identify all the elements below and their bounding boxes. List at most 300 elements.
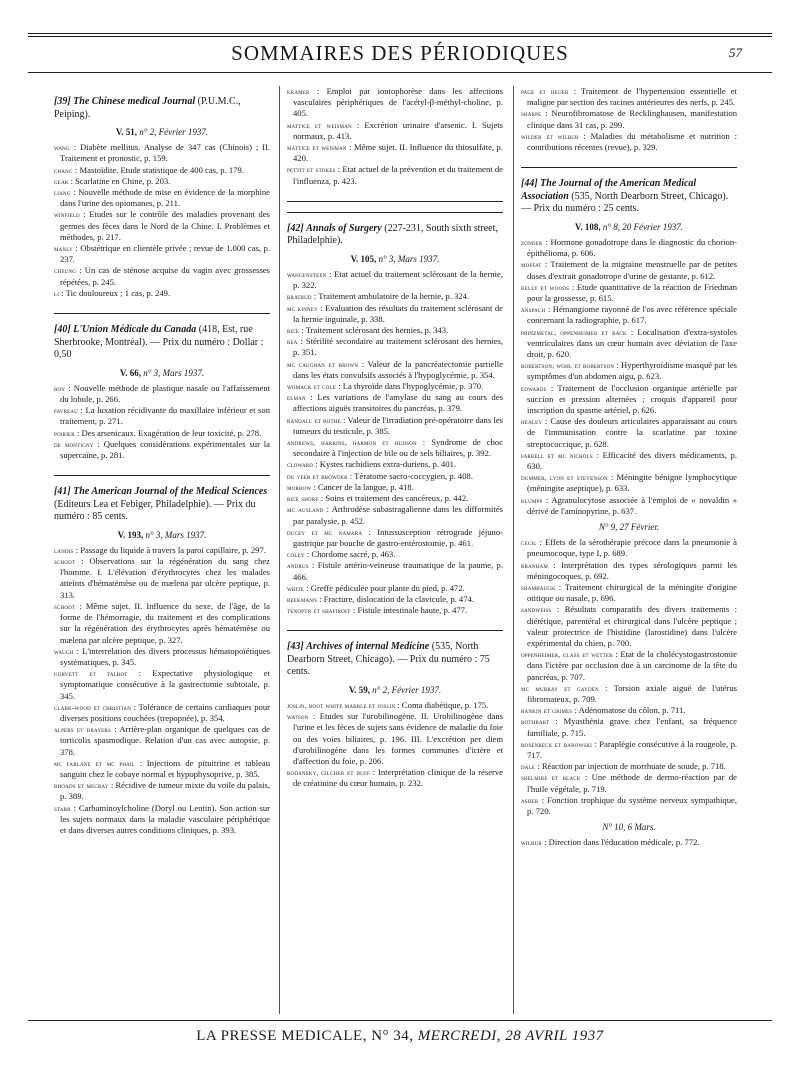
entry-authors: pettit et stokes	[287, 165, 336, 175]
entry-authors: zondek	[521, 237, 543, 247]
entry-text: : Localisation d'extra-systoles ventriculaires dans un cœur humain avec déviation de l'axe droit, p. 620.	[527, 326, 737, 359]
entry-text: : Traitement de la migraine menstruelle par de petites doses d'extrait gonadotrope d'urine de gestante, p. 612.	[527, 259, 737, 281]
entry-list	[287, 700, 503, 790]
abstract-entry	[287, 164, 503, 186]
entry-text: : Les variations de l'amylase du sang au cours des affections aiguës transitoires du pancréas, p. 379.	[293, 392, 503, 414]
entry-text: : Soins et traitement des cancéreux, p. 442.	[318, 493, 469, 504]
abstract-entry	[521, 416, 737, 450]
journal-info: (Editeurs Lea et Febiger, Philadelphie). — Prix du numéro : 85 cents.	[54, 498, 256, 523]
entry-authors: coley	[287, 550, 305, 560]
entry-text: : Carbaminoylcholine (Doryl ou Lentin). Son action sur les sujets normaux dans la maladie vasculaire périphérique et dans diverses autres conditions cliniques, p. 393.	[60, 802, 270, 835]
entry-authors: wang	[54, 143, 70, 153]
abstract-entry	[54, 545, 270, 556]
entry-text: : Traitement chirurgical de la méningite d'origine otitique ou nasale, p. 696.	[527, 582, 737, 604]
abstract-entry	[287, 583, 503, 594]
entry-authors: page et heuer	[521, 87, 569, 96]
abstract-entry	[287, 359, 503, 381]
entry-authors: oppenheimer, glass et wetter	[521, 650, 613, 660]
issue-line: N° 10, 6 Mars.	[602, 822, 656, 833]
top-rule	[28, 33, 772, 34]
entry-text: : Même sujet. II. Influence du thiosulfate, p. 420.	[293, 142, 503, 164]
entry-authors: mc murray et gayden	[521, 683, 599, 693]
abstract-entry	[54, 601, 270, 646]
entry-text: : Diabète mellitus. Analyse de 347 cas (Chinois) ; II. Traitement et pronostic, p. 159.	[60, 142, 270, 164]
abstract-entry	[54, 758, 270, 780]
entry-authors: rothbart	[521, 717, 550, 727]
entry-authors: gear	[54, 176, 69, 186]
entry-text: : Stérilité secondaire au traitement sclérosant des hernies, p. 351.	[293, 336, 503, 358]
entry-text: : Obstétrique en clientèle privée ; revue de 1.000 cas, p. 237.	[60, 243, 270, 265]
abstract-entry	[287, 459, 503, 470]
page-header	[28, 39, 772, 67]
entry-authors: randall et bothe	[287, 415, 341, 425]
abstract-entry	[287, 504, 503, 526]
entry-text: : Etudes sur l'urobilinogène. II. Urobilinogène dans l'urine et les fèces de sujets sans évidence de maladie du foie ou des voies biliaires, p. 196. III. L'excrétion per diem d'urobilinogène dans les formes communes d'ictère et d'affection du foie, p. 206.	[293, 711, 503, 767]
entry-text: : Tolérance de certains cardiaques pour diverses positions couchées (trepopnée), p. 354.	[60, 701, 270, 723]
abstract-entry	[287, 303, 503, 325]
abstract-entry	[287, 325, 503, 336]
footer-date: MERCREDI, 28 AVRIL 1937	[417, 1028, 604, 1044]
entry-text: : Fonction trophique du système nerveux sympathique, p. 720.	[527, 794, 737, 817]
entry-authors: wangensteen	[287, 270, 327, 280]
entry-authors: morrow	[287, 482, 312, 492]
abstract-entry	[54, 265, 270, 287]
abstract-entry	[54, 556, 270, 601]
entry-text: : Interprétation des types sérologiques parmi les méningocoques, p. 692.	[527, 559, 737, 581]
abstract-entry	[521, 108, 737, 130]
journal-info: (535, North Dearborn Street, Chicago). — Prix du numéro : 25 cents.	[521, 190, 729, 215]
section-heading	[287, 223, 503, 248]
entry-authors: winfield	[54, 210, 80, 220]
section-separator	[521, 167, 737, 168]
abstract-entry	[287, 527, 503, 549]
abstract-entry	[287, 120, 503, 142]
entry-authors: rea	[287, 337, 298, 347]
entry-authors: ducey et mc namara	[287, 527, 363, 537]
entry-authors: anspach	[521, 305, 546, 315]
issue-line	[521, 222, 737, 233]
abstract-entry	[287, 767, 503, 789]
abstract-entry	[287, 493, 503, 504]
issue-volume: V. 108,	[575, 221, 601, 232]
abstract-entry	[287, 336, 503, 358]
issue-volume: V. 66,	[119, 367, 141, 378]
entry-authors: kramer	[287, 87, 310, 96]
abstract-entry	[521, 304, 737, 326]
issue-date: n° 2, Février 1937.	[137, 127, 209, 137]
entry-text: : Emploi par iontophorèse dans les affections vasculaires périphériques de l'acétyl-β-méthyl-choline, p. 405.	[293, 86, 503, 119]
entry-list	[521, 837, 737, 848]
section-separator	[54, 475, 270, 476]
entry-text: : Etude quantitative de la réaction de Friedman pour la grossesse, p. 615.	[527, 281, 737, 303]
journal-name: Archives of internal Medicine	[306, 641, 430, 653]
section-separator	[287, 212, 503, 213]
entry-authors: rice shore	[287, 494, 319, 504]
entry-text: : Hémangiome rayonné de l'os avec référence spéciale concernant la radiographie, p. 617.	[527, 304, 737, 326]
entry-authors: andrews, harkins, harmon et hudson	[287, 438, 417, 448]
column-right	[521, 86, 737, 1011]
journal-info: (P.U.M.C., Peiping).	[54, 96, 241, 120]
entry-text: : Quelques considérations expérimentales sur la supercaïne, p. 281.	[60, 438, 270, 460]
abstract-entry	[521, 259, 737, 281]
entry-authors: schodt	[54, 557, 76, 567]
abstract-entry	[54, 428, 270, 439]
entry-text: : Greffe pédiculée pour plante du pied, p. 472.	[304, 582, 465, 593]
abstract-entry	[521, 705, 737, 716]
entry-authors: landis	[54, 545, 74, 555]
entry-authors: schodt	[54, 601, 76, 611]
section-heading	[287, 641, 503, 679]
abstract-entry	[521, 282, 737, 304]
abstract-entry	[287, 594, 503, 605]
section-number: [42]	[287, 222, 304, 234]
section-separator	[287, 630, 503, 631]
entry-list-continued	[521, 86, 737, 153]
entry-text: : Nouvelle méthode de plastique nasale ou l'affaissement du lobule, p. 266.	[60, 382, 270, 404]
entry-text: : Evaluation des résultats du traitement sclérosant de la hernie inguinale, p. 338.	[293, 302, 503, 324]
abstract-entry	[54, 288, 270, 299]
entry-text: : Agranulocytose associée à l'emploi de « novaldin » dérivé de l'aminopyrine, p. 637.	[527, 494, 737, 516]
entry-authors: manly	[54, 244, 73, 254]
entry-authors: white	[287, 583, 305, 593]
entry-authors: liang	[54, 188, 71, 198]
issue-volume: V. 59,	[348, 684, 370, 695]
footer-publication: LA PRESSE MEDICALE, N° 34,	[196, 1028, 418, 1044]
entry-authors: mattice et weisman	[287, 120, 352, 130]
entry-text: : Scarlatine en Chine, p. 203.	[68, 175, 171, 186]
entry-authors: klumpp	[521, 495, 543, 505]
entry-authors: dummer, lyon et stevenson	[521, 473, 608, 483]
entry-text: : Kystes rachidiens extra-duriens, p. 401.	[313, 459, 457, 470]
entry-authors: shambaugh	[521, 583, 556, 593]
abstract-entry	[521, 86, 737, 108]
journal-info: (418, Est, rue Sherbrooke, Montréal). — Prix du numéro : Dollar : 0,50	[54, 324, 264, 361]
entry-text: : Une méthode de dermo-réaction par de l'huile végétale, p. 719.	[527, 772, 737, 794]
issue-volume: V. 105,	[350, 253, 377, 264]
issue-line	[54, 368, 270, 379]
entry-authors: andrus	[287, 561, 309, 571]
abstract-entry	[287, 381, 503, 392]
entry-text: : Mastoïdite. Etude statistique de 400 cas, p. 179.	[72, 164, 244, 175]
section-separator	[54, 313, 270, 314]
entry-authors: beekmann	[287, 594, 317, 604]
abstract-entry	[521, 360, 737, 382]
issue-line: N° 9, 27 Février.	[598, 522, 660, 532]
entry-authors: rhoads et mecray	[54, 781, 109, 791]
section-number: [43]	[287, 641, 304, 653]
entry-authors: mc farlane et mc phail	[54, 758, 136, 768]
section-separator	[287, 201, 503, 202]
entry-authors: cecil	[521, 538, 537, 548]
abstract-entry	[287, 415, 503, 437]
abstract-entry	[54, 646, 270, 668]
abstract-entry	[521, 716, 737, 738]
entry-text: : Coma diabétique, p. 175.	[395, 700, 489, 711]
entry-authors: prinzmetal, oppenheimer et back	[521, 327, 627, 337]
abstract-entry	[54, 165, 270, 176]
entry-text: : Etudes sur le contrôle des maladies provenant des germes des fèces dans le Nord de la Chine. I. Problèmes et méthodes, p. 217.	[60, 209, 270, 242]
entry-text: : La luxation récidivante du maxillaire inférieur et son traitement, p. 271.	[60, 405, 270, 427]
abstract-entry	[54, 780, 270, 802]
entry-authors: elman	[287, 393, 306, 403]
section-39	[54, 96, 270, 299]
abstract-entry	[287, 291, 503, 302]
abstract-entry	[521, 649, 737, 683]
entry-authors: roy	[54, 383, 66, 393]
entry-authors: tenopyr et shafiroff	[287, 606, 351, 616]
column-divider	[279, 86, 280, 1014]
issue-volume: V. 193,	[117, 529, 144, 540]
journal-name: The Journal of the American Medical Association	[521, 178, 697, 202]
abstract-entry	[521, 237, 737, 259]
abstract-entry	[521, 537, 737, 559]
entry-text: : Traitement ambulatoire de la hernie, p. 324.	[311, 291, 470, 302]
entry-list	[521, 537, 737, 817]
entry-list	[54, 142, 270, 299]
entry-authors: dale	[521, 762, 536, 772]
column-divider	[513, 86, 514, 1014]
entry-authors: kelly et woods	[521, 282, 570, 292]
entry-text: : Réaction par injection de morrhuate de soude, p. 718.	[535, 761, 726, 772]
issue-date: n° 3, Mars 1937.	[376, 253, 440, 264]
entry-text: : Arrière-plan organique de quelques cas de torticolis spasmodique. Relation d'un cas avec autopsie, p. 378.	[60, 724, 270, 757]
entry-text: : Efficacité des divers médicaments, p. 630.	[527, 449, 737, 471]
entry-authors: mc kinney	[287, 303, 318, 313]
entry-text: : Maladies du métabolisme et nutrition : contributions récentes (revue), p. 329.	[527, 130, 737, 153]
column-left	[54, 86, 270, 1011]
entry-authors: farrell et mc nichols	[521, 450, 593, 460]
abstract-entry	[521, 495, 737, 517]
entry-text: : Adénomatose du côlon, p. 711.	[572, 705, 686, 716]
issue-line	[54, 127, 270, 138]
entry-authors: mc ausland	[287, 505, 324, 515]
entry-text: : Paraplégie consécutive à la rougeole, p. 717.	[527, 738, 737, 761]
abstract-entry	[54, 405, 270, 427]
entry-text: : Excrétion urinaire d'arsenic. I. Sujets normaux, p. 413.	[293, 119, 503, 141]
abstract-entry	[287, 269, 503, 291]
entry-authors: branham	[521, 560, 548, 570]
entry-text: : Des arsenicaux. Exagération de leur toxicité, p. 278.	[74, 427, 262, 438]
entry-authors: joslin, root white marble et joslin	[287, 701, 396, 711]
issue-line	[54, 530, 270, 541]
entry-authors: mc caughan et brown	[287, 359, 359, 369]
entry-text: : Traitement sclérosant des hernies, p. 343.	[299, 325, 449, 336]
entry-list-continued	[287, 86, 503, 187]
entry-list	[54, 383, 270, 461]
entry-authors: cheung	[54, 266, 77, 276]
entry-authors: starr	[54, 803, 71, 813]
abstract-entry	[521, 383, 737, 417]
journal-info: (227-231, South sixth street, Philadelphie).	[287, 222, 498, 247]
entry-authors: poirier	[54, 428, 75, 438]
abstract-entry	[287, 392, 503, 414]
abstract-entry	[521, 131, 737, 153]
entry-text: : Effets de la sérothérapie précoce dans la pneumonie à pneumocoque, type I, p. 689.	[527, 537, 737, 559]
abstract-entry	[521, 739, 737, 761]
issue-date: n° 2, Février 1937.	[370, 684, 442, 695]
entry-text: : Intussusception rétrograde jéjuno-gastrique par bouche de gastro-entérostomie, p. 461.	[293, 526, 503, 548]
entry-list	[287, 269, 503, 616]
entry-text: : Valeur de la pancréatectomie partielle dans les états convulsifs associés à l'hypoglycémie, p. 354.	[293, 358, 503, 380]
section-heading	[54, 324, 270, 362]
journal-info: (535, North Dearborn Street, Chicago). — Prix du numéro : 75 cents.	[287, 641, 490, 678]
abstract-entry	[287, 437, 503, 459]
abstract-entry	[287, 471, 503, 482]
entry-authors: healey	[521, 417, 543, 427]
section-42	[287, 223, 503, 617]
entry-authors: du veer et browder	[287, 471, 348, 481]
entry-text: : Etat actuel de la prévention et du traitement de l'influenza, p. 423.	[293, 164, 503, 186]
abstract-entry	[521, 795, 737, 817]
column-middle	[287, 86, 503, 1011]
abstract-entry	[54, 668, 270, 702]
entry-text: : Hyperthyroïdisme masqué par les symptômes d'un abdomen aigu, p. 623.	[527, 360, 737, 382]
entry-authors: edwards	[521, 383, 547, 393]
entry-authors: waugh	[54, 646, 74, 656]
abstract-entry	[54, 702, 270, 724]
entry-authors: womack et cole	[287, 382, 337, 392]
section-heading	[54, 96, 270, 121]
page-footer	[28, 1028, 772, 1045]
entry-text: : Passage du liquide à travers la paroi capillaire, p. 297.	[73, 544, 266, 555]
entry-text: : Nouvelle méthode de mise en évidence de la morphine dans l'urine des opiomanes, p. 211.	[60, 187, 270, 209]
entry-text: : Fistule artério-veineuse traumatique de la paume, p. 466.	[293, 560, 503, 582]
entry-text: : Observations sur la régénération du sang chez l'homme. I. L'élévation d'érythrocytes chez les malades atteints d'hématémèse ou de mælena par ulcère peptique, p. 313.	[60, 556, 270, 600]
entry-text: : Fracture, dislocation de la clavicule, p. 474.	[316, 593, 474, 604]
section-number: [41]	[54, 486, 71, 498]
entry-text: : Tic douloureux ; 1 cas, p. 249.	[59, 287, 171, 298]
entry-text: : Chordome sacré, p. 463.	[304, 549, 396, 560]
section-40	[54, 324, 270, 461]
section-44	[521, 178, 737, 848]
section-heading	[521, 178, 737, 216]
abstract-entry	[287, 711, 503, 767]
section-number: [44]	[521, 178, 538, 190]
abstract-entry	[287, 86, 503, 120]
entry-authors: robertson, wohl et robertson	[521, 361, 615, 371]
issue-volume: V. 51,	[115, 127, 137, 137]
abstract-entry	[521, 683, 737, 705]
abstract-entry	[287, 142, 503, 164]
entry-authors: sandweiss	[521, 605, 552, 615]
header-rule	[28, 72, 772, 73]
section-heading	[54, 486, 270, 524]
abstract-entry	[521, 761, 737, 772]
entry-text: : Un cas de sténose acquise du vagin avec grossesses répétées, p. 245.	[60, 265, 270, 287]
entry-text: : Valeur de l'irradiation pré-opératoire dans les tumeurs du testicule, p. 385.	[293, 414, 503, 436]
entry-text: : Expectative physiologique et symptomatique consécutive à la gastrectomie subtotale, p. 345.	[60, 668, 270, 701]
entry-text: : Syndrome de choc secondaire à l'injection de bile ou de sels biliaires, p. 392.	[293, 437, 503, 459]
entry-list	[521, 237, 737, 517]
entry-text: : L'interrelation des divers processus hématopoïétiques systématiques, p. 345.	[60, 645, 270, 667]
entry-authors: watson	[287, 712, 309, 722]
entry-authors: asher	[521, 795, 539, 805]
abstract-entry	[54, 724, 270, 758]
abstract-entry	[54, 187, 270, 209]
entry-text: : Injections de pituitrine et tableau sanguin chez le cobaye normal et hypophysoprive, p. 385.	[60, 757, 270, 779]
abstract-entry	[54, 383, 270, 405]
entry-text: : Traitement de l'hypertension essentielle et maligne par section des racines antérieures des nerfs, p. 245.	[527, 86, 737, 108]
abstract-entry	[521, 772, 737, 794]
entry-authors: li	[54, 288, 60, 298]
issue-line	[287, 685, 503, 696]
entry-text: : Etat actuel du traitement sclérosant de la hernie, p. 322.	[293, 269, 503, 291]
entry-text: : Hormone gonadotrope dans le diagnostic du chorion-épithélioma, p. 606.	[527, 236, 737, 259]
issue-date: n° 3, Mars 1937.	[140, 367, 205, 378]
entry-authors: cloward	[287, 460, 314, 470]
abstract-entry	[287, 605, 503, 616]
entry-text: : Arthrodèse subastragalienne dans les difformités par paralysie, p. 452.	[293, 504, 503, 526]
abstract-entry	[521, 560, 737, 582]
issue-date: n° 3, Mars 1937.	[143, 529, 207, 540]
abstract-entry	[521, 472, 737, 494]
page-number: 57	[729, 45, 742, 60]
entry-text: : Résultats comparatifs des divers traitements : diététique, parentéral et chirurgical dans l'ulcère peptique ; valeur protectrice de l'histidine (larostidine) dans l'ulcère expérimental du chien, p. 700.	[527, 604, 737, 649]
entry-text: : La thyroïde dans l'hypoglycémie, p. 370.	[336, 381, 484, 392]
entry-text: : Torsion axiale aiguë de l'utérus fibromateux, p. 709.	[527, 682, 737, 705]
entry-authors: mattice et weisman	[287, 143, 347, 153]
section-43	[287, 641, 503, 789]
entry-authors: wilbur	[521, 838, 542, 848]
entry-text: : Récidive de tumeur mixte du voile du palais, p. 389.	[60, 780, 270, 802]
entry-authors: de montigny	[54, 439, 94, 449]
page-title: SOMMAIRES DES PÉRIODIQUES	[231, 41, 569, 65]
entry-text: : Fistule intestinale haute, p. 477.	[350, 605, 468, 616]
top-rule-inner	[28, 36, 772, 37]
entry-text: : Etat de la cholécystogastrostomie dans l'ictère par occlusion due à un carcinome de la tête du pancréas, p. 707.	[527, 649, 737, 682]
journal-name: The Chinese medical Journal	[73, 96, 196, 107]
journal-name: Annals of Surgery	[306, 222, 382, 234]
abstract-entry	[521, 604, 737, 649]
entry-text: : Cause des douleurs articulaires apparaissant au cours de l'immunisation contre la scarlatine par toxine streptococcique, p. 628.	[527, 416, 737, 449]
journal-name: L'Union Médicale du Canada	[73, 324, 197, 336]
section-number: [40]	[54, 324, 71, 336]
entry-authors: sharpe	[521, 109, 542, 119]
entry-text: : Direction dans l'éducation médicale, p. 772.	[541, 837, 700, 848]
entry-authors: rankin et grimes	[521, 706, 573, 716]
entry-authors: chang	[54, 165, 73, 175]
entry-text: : Méningite bénigne lymphocytique (méningite aseptique), p. 633.	[527, 472, 737, 494]
abstract-entry	[521, 450, 737, 472]
abstract-entry	[287, 560, 503, 582]
entry-authors: shelmire et black	[521, 773, 581, 783]
abstract-entry	[54, 803, 270, 837]
entry-authors: rice	[287, 326, 300, 336]
entry-authors: alpers et drayers	[54, 725, 111, 735]
entry-text: : Neurofibromatose de Recklinghausen, manifestation clinique dans 31 cas, p. 299.	[527, 108, 737, 130]
entry-text: : Traitement de l'occlusion organique artérielle par succion et pression alternées ; croquis d'appareil pour inscription du spasme artériel, p. 626.	[527, 382, 737, 415]
abstract-entry	[287, 549, 503, 560]
entry-authors: rosenbeck et barowski	[521, 739, 593, 749]
abstract-entry	[287, 700, 503, 711]
entry-text: : Cancer de la langue, p. 418.	[311, 481, 414, 492]
abstract-entry	[54, 209, 270, 243]
abstract-entry	[54, 439, 270, 461]
abstract-entry	[521, 837, 737, 848]
abstract-entry	[521, 327, 737, 361]
footer-rule	[28, 1020, 772, 1021]
abstract-entry	[287, 482, 503, 493]
entry-text: : Même sujet. II. Influence du sexe, de l'âge, de la forme de l'hémorragie, du traitement et des complications sur la régénération des érythrocytes après hématémèse ou mælena par ulcère peptique, p. 327.	[60, 600, 270, 645]
entry-authors: clark-wood et christian	[54, 702, 132, 712]
entry-authors: favreau	[54, 406, 78, 416]
entry-authors: bodansky, gilcher et duff	[287, 768, 370, 778]
entry-authors: gorvett et talbot	[54, 669, 128, 679]
entry-text: : Tératome sacro-coccygien, p. 408.	[347, 470, 473, 481]
entry-authors: moffat	[521, 260, 542, 270]
journal-name: The American Journal of the Medical Sciences	[73, 486, 268, 498]
section-41	[54, 486, 270, 836]
